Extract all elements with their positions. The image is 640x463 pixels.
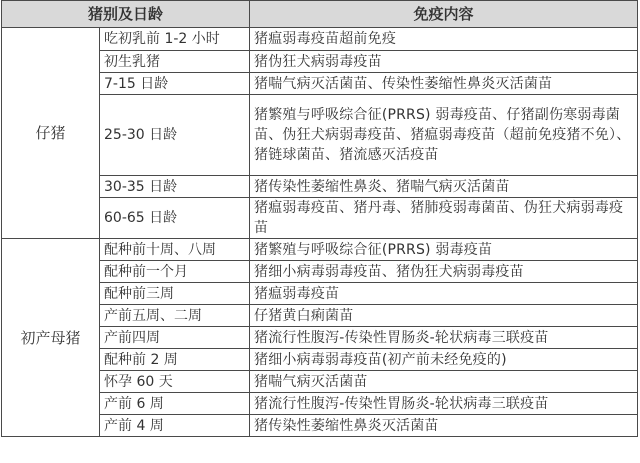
age-cell: 25-30 日龄	[100, 95, 250, 176]
vaccine-cell: 猪细小病毒弱毒疫苗(初产前未经免疫的)	[250, 349, 638, 371]
table-row	[2, 239, 638, 261]
vaccine-cell: 猪伪狂犬病弱毒疫苗	[250, 51, 638, 73]
age-cell: 配种前一个月	[100, 261, 250, 283]
vaccine-cell: 猪传染性萎缩性鼻炎灭活菌苗	[250, 415, 638, 437]
vaccine-cell: 猪繁殖与呼吸综合征(PRRS) 弱毒疫苗	[250, 239, 638, 261]
age-cell: 产前四周	[100, 327, 250, 349]
vaccine-cell: 猪瘟弱毒疫苗、猪丹毒、猪肺疫弱毒菌苗、伪狂犬病弱毒疫苗	[250, 198, 638, 239]
age-cell: 配种前 2 周	[100, 349, 250, 371]
vaccine-cell: 猪喘气病灭活菌苗	[250, 371, 638, 393]
age-cell: 配种前十周、八周	[100, 239, 250, 261]
header-group-age: 猪别及日龄	[2, 1, 250, 28]
vaccine-cell: 猪瘟弱毒疫苗	[250, 283, 638, 305]
vaccine-cell: 猪繁殖与呼吸综合征(PRRS) 弱毒疫苗、仔猪副伤寒弱毒菌苗、伪狂犬病弱毒疫苗、猪瘟弱毒疫苗（超前免疫猪不免）、猪链球菌苗、猪流感灭活疫苗	[250, 95, 638, 176]
age-cell: 初生乳猪	[100, 51, 250, 73]
age-cell: 7-15 日龄	[100, 73, 250, 95]
vaccine-cell: 猪瘟弱毒疫苗超前免疫	[250, 28, 638, 51]
group-label-gilt: 初产母猪	[2, 239, 100, 437]
group-label-piglet: 仔猪	[2, 28, 100, 239]
age-cell: 产前 4 周	[100, 415, 250, 437]
table-row	[2, 28, 638, 51]
header-immunization-content: 免疫内容	[250, 1, 638, 28]
age-cell: 怀孕 60 天	[100, 371, 250, 393]
vaccine-cell: 猪喘气病灭活菌苗、传染性萎缩性鼻炎灭活菌苗	[250, 73, 638, 95]
vaccine-cell: 猪流行性腹泻-传染性胃肠炎-轮状病毒三联疫苗	[250, 393, 638, 415]
vaccine-cell: 猪细小病毒弱毒疫苗、猪伪狂犬病弱毒疫苗	[250, 261, 638, 283]
vaccine-cell: 猪流行性腹泻-传染性胃肠炎-轮状病毒三联疫苗	[250, 327, 638, 349]
vaccine-cell: 仔猪黄白痢菌苗	[250, 305, 638, 327]
age-cell: 产前五周、二周	[100, 305, 250, 327]
vaccination-schedule-table	[1, 0, 638, 437]
age-cell: 配种前三周	[100, 283, 250, 305]
age-cell: 产前 6 周	[100, 393, 250, 415]
header-row	[2, 1, 638, 28]
age-cell: 吃初乳前 1-2 小时	[100, 28, 250, 51]
age-cell: 60-65 日龄	[100, 198, 250, 239]
age-cell: 30-35 日龄	[100, 176, 250, 198]
vaccine-cell: 猪传染性萎缩性鼻炎、猪喘气病灭活菌苗	[250, 176, 638, 198]
